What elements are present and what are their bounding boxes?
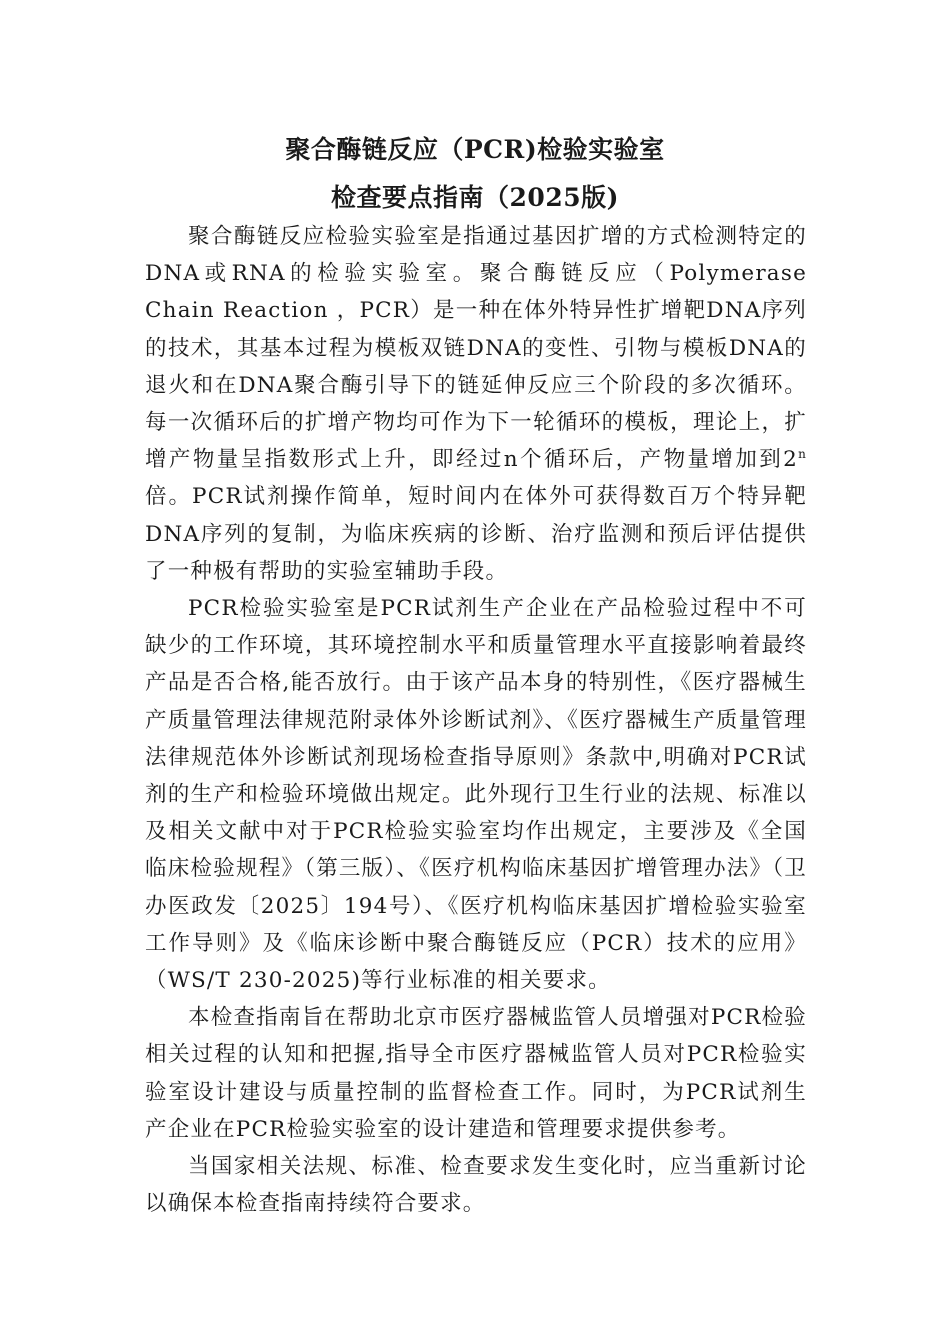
- paragraph-text: 倍。PCR试剂操作简单，短时间内在体外可获得数百万个特异靶DNA序列的复制，为临床疾病的诊断、治疗监测和预后评估提供了一种极有帮助的实验室辅助手段。: [145, 484, 807, 584]
- document-subtitle: 检查要点指南（2025版): [331, 183, 619, 212]
- paragraph-guide-purpose: 本检查指南旨在帮助北京市医疗器械监管人员增强对PCR检验相关过程的认知和把握,指导全市医疗器械监管人员对PCR检验实验室设计建设与质量控制的监督检查工作。同时，为PCR试剂生产企业在PCR检验实验室的设计建造和管理要求提供参考。: [145, 1005, 807, 1142]
- paragraph-lab-environment: PCR检验实验室是PCR试剂生产企业在产品检验过程中不可缺少的工作环境，其环境控制水平和质量管理水平直接影响着最终产品是否合格,能否放行。由于该产品本身的特别性，《医疗器械生产质量管理法律规范附录体外诊断试剂》、《医疗器械生产质量管理法律规范体外诊断试剂现场检查指导原则》条款中,明确对PCR试剂的生产和检验环境做出规定。此外现行卫生行业的法规、标准以及相关文献中对于PCR检验实验室均作出规定，主要涉及《全国临床检验规程》（第三版）、《医疗机构临床基因扩增管理办法》（卫办医政发〔2025〕194号）、《医疗机构临床基因扩增检验实验室工作导则》及《临床诊断中聚合酶链反应（PCR）技术的应用》（WS/T 230-2025)等行业标准的相关要求。: [145, 596, 807, 994]
- paragraph-text: 聚合酶链反应检验实验室是指通过基因扩增的方式检测特定的DNA或RNA的检验实验室。聚合酶链反应（Polymerase Chain Reaction ，PCR）是一种在体外特异性扩增靶DNA序列的技术，其基本过程为模板双链DNA的变性、引物与模板DNA的退火和在DNA聚合酶引导下的链延伸反应三个阶段的多次循环。每一次循环后的扩增产物均可作为下一轮循环的模板，理论上，扩增产物量呈指数形式上升，即经过n个循环后，产物量增加到2: [145, 224, 807, 473]
- document-body: [145, 218, 807, 1222]
- paragraph-pcr-definition: [145, 218, 807, 590]
- paragraph-revision-note: 当国家相关法规、标准、检查要求发生变化时，应当重新讨论以确保本检查指南持续符合要求。: [145, 1154, 807, 1217]
- superscript-n: n: [798, 447, 807, 462]
- document-title: 聚合酶链反应（PCR)检验实验室: [285, 135, 665, 164]
